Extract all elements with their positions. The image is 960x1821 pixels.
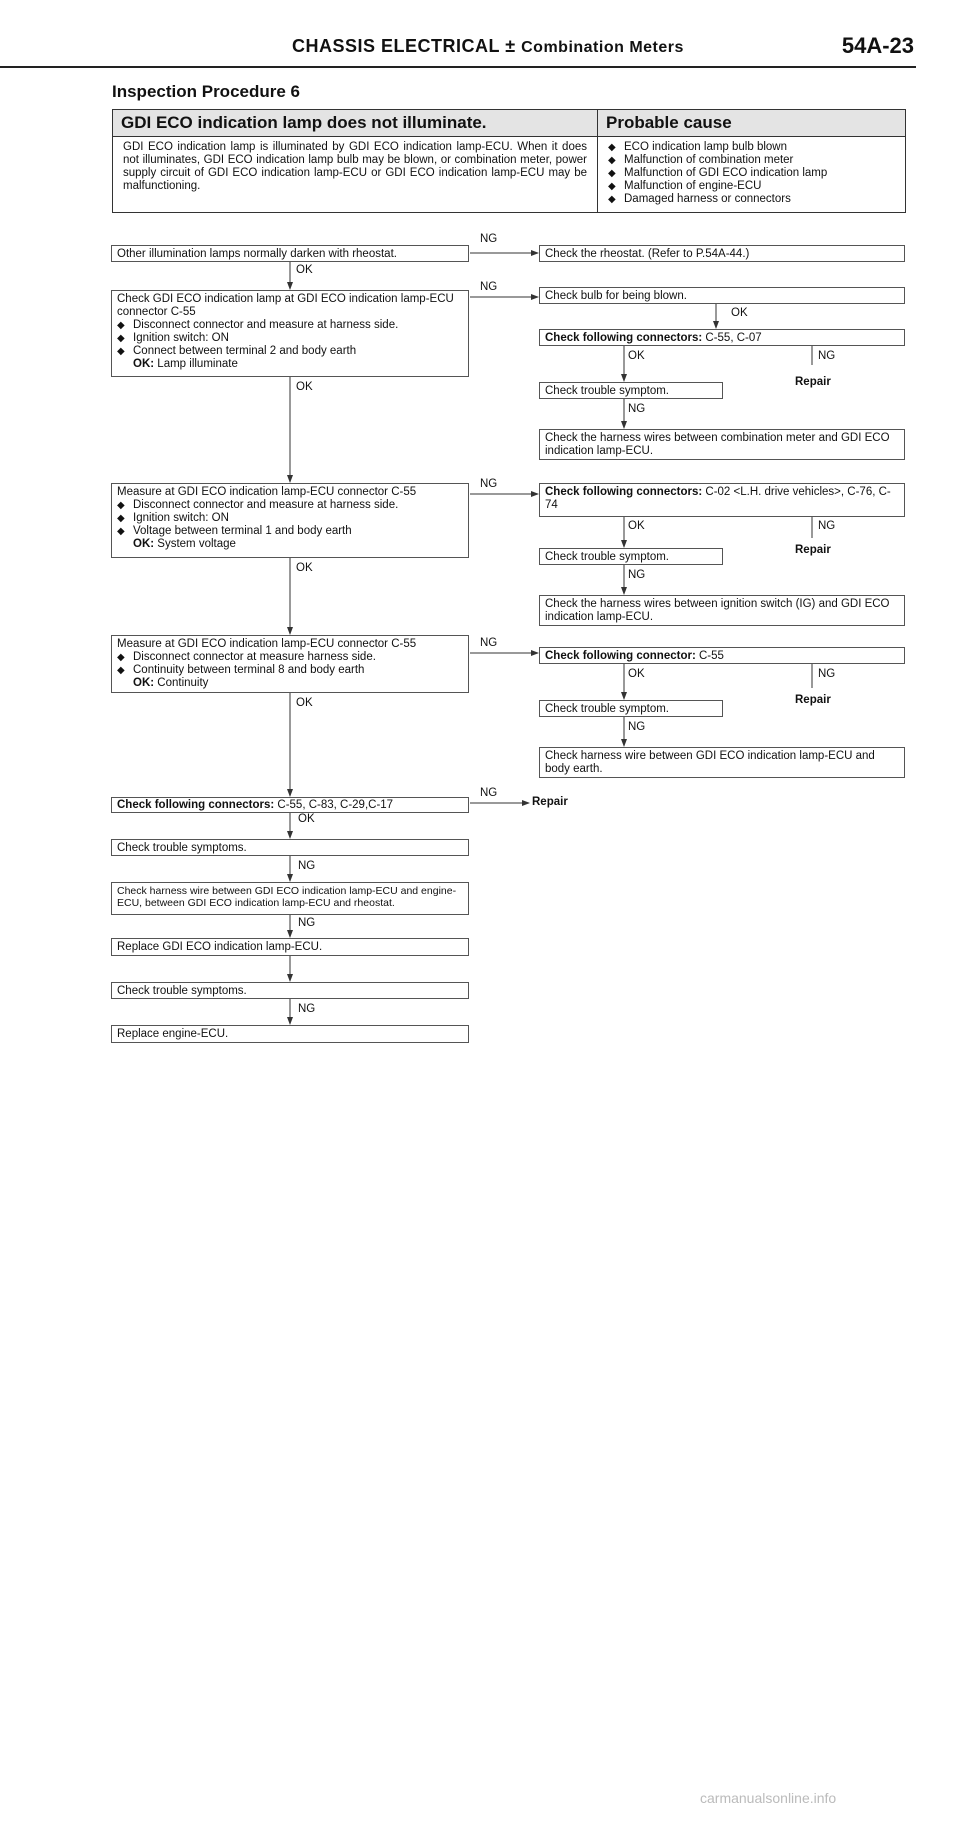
step-bullet: ◆ Ignition switch: ON [117, 332, 463, 345]
step-check-trouble-symptom [539, 548, 723, 565]
step-title: Check GDI ECO indication lamp at GDI ECO indication lamp-ECU connector C-55 [117, 293, 454, 318]
step-measure-c55-voltage [111, 483, 469, 558]
step-check-trouble-symptoms [111, 839, 469, 856]
step-bullet: ◆ Voltage between terminal 1 and body earth [117, 525, 463, 538]
step-text: Replace engine-ECU. [117, 1028, 229, 1040]
cause-item: ◆ Malfunction of engine-ECU [608, 180, 895, 193]
step-check-trouble-symptom [539, 700, 723, 717]
cause-item: ◆ Malfunction of GDI ECO indication lamp [608, 167, 895, 180]
step-title: Measure at GDI ECO indication lamp-ECU connector C-55 [117, 486, 417, 498]
ng-label: NG [298, 1003, 316, 1015]
step-check-lamp-c55 [111, 290, 469, 377]
header-separator: ± [505, 36, 516, 56]
cause-item: ◆ Damaged harness or connectors [608, 193, 895, 206]
repair-label: Repair [532, 796, 568, 808]
step-check-harness-meter [539, 429, 905, 460]
repair-label: Repair [795, 694, 831, 706]
step-check-connectors-c02 [539, 483, 905, 517]
step-key: Check following connectors: [545, 332, 703, 344]
step-check-connector-c55 [539, 647, 905, 664]
symptom-header: GDI ECO indication lamp does not illuminate. [113, 110, 598, 137]
cause-item: ◆ Malfunction of combination meter [608, 154, 895, 167]
step-check-bulb [539, 287, 905, 304]
ok-label: OK [298, 813, 315, 825]
step-measure-c55-continuity [111, 635, 469, 693]
ok-label: OK [296, 697, 313, 709]
step-key: Check following connectors: [117, 799, 275, 811]
watermark: carmanualsonline.info [700, 1790, 837, 1806]
step-text: Replace GDI ECO indication lamp-ECU. [117, 941, 323, 953]
ok-criteria-key: OK: [133, 677, 155, 689]
ng-label: NG [480, 281, 498, 293]
step-value: C-02 <L.H. drive vehicles>, C-76, C-74 [545, 486, 891, 511]
step-text: Check trouble symptom. [545, 385, 669, 397]
repair-label: Repair [795, 376, 831, 388]
step-bullet: ◆ Disconnect connector and measure at harness side. [117, 499, 463, 512]
ok-criteria-key: OK: [133, 538, 155, 550]
ok-criteria-key: OK: [133, 358, 155, 370]
header-section: CHASSIS ELECTRICAL [292, 36, 500, 56]
ng-label: NG [628, 569, 646, 581]
ng-label: NG [628, 403, 646, 415]
procedure-title: Inspection Procedure 6 [112, 82, 300, 101]
page-number: 54A-23 [841, 33, 914, 58]
ng-label: NG [480, 233, 498, 245]
step-bullet: ◆ Disconnect connector and measure at harness side. [117, 319, 463, 332]
step-text: Other illumination lamps normally darken with rheostat. [117, 248, 397, 260]
header-subsection: Combination Meters [521, 39, 684, 56]
step-bullet: ◆ Continuity between terminal 8 and body earth [117, 664, 463, 677]
step-bullet: ◆ Disconnect connector at measure harness side. [117, 651, 463, 664]
ng-label: NG [818, 668, 836, 680]
ok-criteria-value: Continuity [157, 677, 209, 689]
repair-label: Repair [795, 544, 831, 556]
step-text: Check the harness wires between combination meter and GDI ECO indication lamp-ECU. [545, 432, 890, 457]
step-text: Check the harness wires between ignition switch (IG) and GDI ECO indication lamp-ECU. [545, 598, 890, 623]
step-bullet: ◆ Ignition switch: ON [117, 512, 463, 525]
ng-label: NG [818, 350, 836, 362]
cause-item: ◆ ECO indication lamp bulb blown [608, 141, 895, 154]
step-text: Check trouble symptoms. [117, 842, 247, 854]
ok-label: OK [628, 668, 645, 680]
header-rule [0, 66, 916, 68]
step-text: Check bulb for being blown. [545, 290, 687, 302]
step-check-harness-engine-ecu [111, 882, 469, 915]
step-key: Check following connector: [545, 650, 696, 662]
step-text: Check the rheostat. (Refer to P.54A-44.) [545, 248, 750, 260]
ng-label: NG [480, 787, 498, 799]
ok-label: OK [628, 350, 645, 362]
ng-label: NG [480, 478, 498, 490]
step-check-connectors-main [111, 797, 469, 813]
step-value: C-55, C-07 [705, 332, 762, 344]
ng-label: NG [298, 917, 316, 929]
step-check-harness-body-earth [539, 747, 905, 778]
ng-label: NG [818, 520, 836, 532]
probable-cause-list [598, 137, 906, 213]
probable-cause-header: Probable cause [598, 110, 906, 137]
ok-label: OK [296, 264, 313, 276]
step-value: C-55 [699, 650, 724, 662]
step-replace-lamp-ecu [111, 938, 469, 956]
ng-label: NG [480, 637, 498, 649]
header-title [292, 36, 684, 64]
ok-label: OK [296, 562, 313, 574]
ok-label: OK [731, 307, 748, 319]
step-key: Check following connectors: [545, 486, 703, 498]
step-replace-engine-ecu [111, 1025, 469, 1043]
step-value: C-55, C-83, C-29,C-17 [277, 799, 394, 811]
ok-label: OK [296, 381, 313, 393]
symptom-description: GDI ECO indication lamp is illuminated by GDI ECO indication lamp-ECU. When it does not illuminates, GDI ECO indication lamp bulb may be blown, or combination meter, power supply circuit of GDI ECO indication lamp-ECU or GDI ECO indication lamp-ECU may be malfunctioning. [113, 137, 598, 213]
step-text: Check trouble symptoms. [117, 985, 247, 997]
step-title: Measure at GDI ECO indication lamp-ECU connector C-55 [117, 638, 417, 650]
step-check-trouble-symptom [539, 382, 723, 399]
step-check-rheostat [539, 245, 905, 262]
step-bullet: ◆ Connect between terminal 2 and body earth [117, 345, 463, 358]
step-text: Check harness wire between GDI ECO indication lamp-ECU and engine-ECU, between GDI ECO indication lamp-ECU and rheostat. [117, 885, 457, 909]
ok-criteria-value: Lamp illuminate [157, 358, 238, 370]
step-text: Check harness wire between GDI ECO indication lamp-ECU and body earth. [545, 750, 875, 775]
symptom-cause-table [112, 109, 906, 213]
step-text: Check trouble symptom. [545, 703, 669, 715]
ng-label: NG [628, 721, 646, 733]
ok-label: OK [628, 520, 645, 532]
step-check-trouble-symptoms-2 [111, 982, 469, 999]
ng-label: NG [298, 860, 316, 872]
step-other-illumination [111, 245, 469, 262]
step-check-harness-ignition [539, 595, 905, 626]
ok-criteria-value: System voltage [157, 538, 236, 550]
step-text: Check trouble symptom. [545, 551, 669, 563]
step-check-connectors-c55-c07 [539, 329, 905, 346]
